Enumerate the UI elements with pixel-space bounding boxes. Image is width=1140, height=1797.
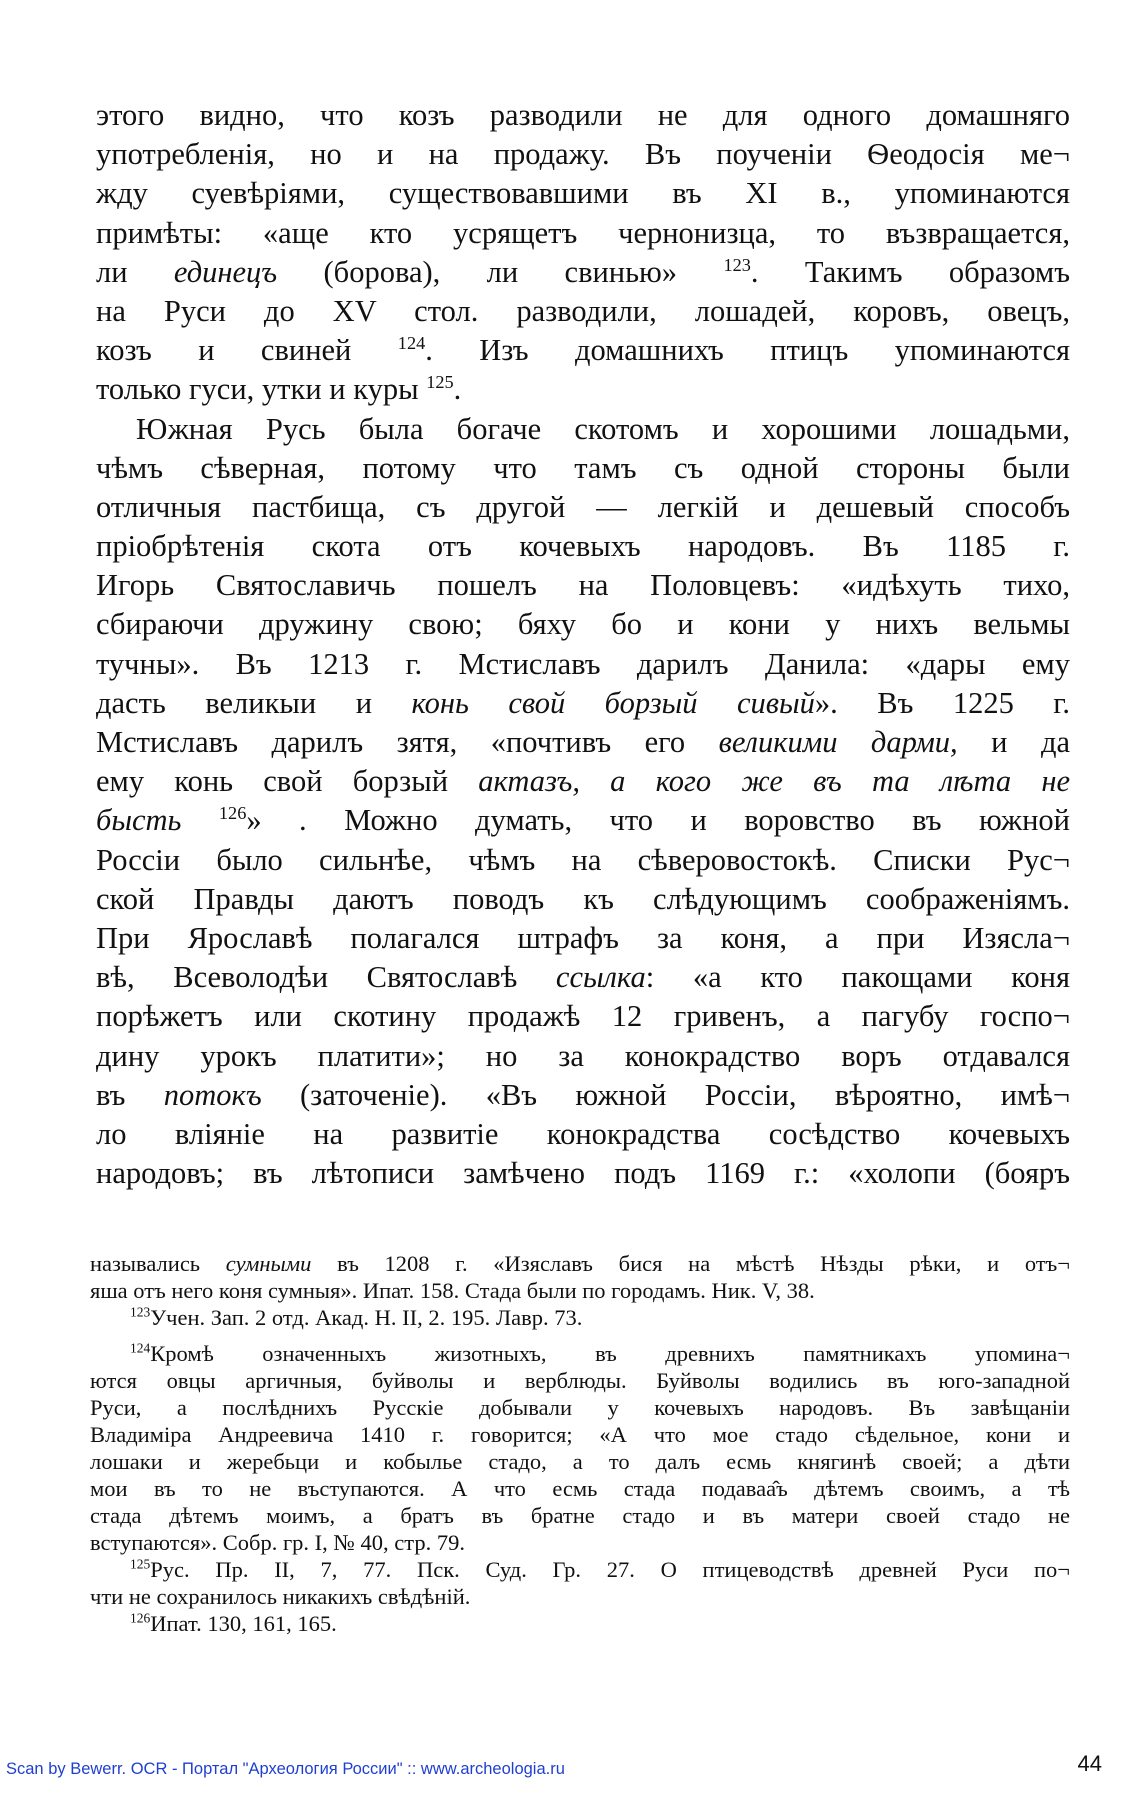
text-line: ской Правды даютъ поводъ къ слѣдующимъ соображеніямъ. (96, 881, 1070, 916)
footnote-number: 126 (130, 1610, 151, 1626)
footnote-line: чти не сохранилось никакихъ свѣдѣній. (90, 1584, 471, 1609)
text-line: дасть великыи и конь свой борзый сивый». Въ 1225 г. (96, 685, 1071, 720)
text-line: сбираючи дружину свою; бяху бо и кони у нихъ вельмы (96, 607, 1070, 642)
text-line: Мстиславъ дарилъ зятя, «почтивъ его великими дарми, и да (96, 725, 1071, 759)
page-number: 44 (1077, 1751, 1102, 1776)
paragraph-start: Южная Русь была богаче скотомъ и хорошими лошадьми, (136, 411, 1070, 446)
text-line: примѣты: «аще кто усрящетъ чернонизца, то възвращается, (96, 215, 1070, 250)
footnote-ref-123: 123 (723, 254, 751, 275)
footnote-ref-124: 124 (397, 332, 426, 353)
text-line: чѣмъ сѣверная, потому что тамъ съ одной стороны были (96, 450, 1070, 485)
text-line: Россіи было сильнѣе, чѣмъ на сѣверовостокѣ. Списки Рус¬ (96, 842, 1070, 877)
text-line: жду суевѣріями, существовавшими въ XI в., упоминаются (96, 176, 1070, 211)
text-line: на Руси до XV стол. разводили, лошадей, коровъ, овецъ, (96, 293, 1070, 328)
footnote-124: $^{124}$Кромѣ означенныхъ жизотныхъ, въ древнихъ памятникахъ упомина¬ (130, 1340, 1070, 1366)
italic-quote: бысть (96, 803, 182, 838)
footnote-number: 123 (130, 1304, 151, 1320)
text-line: этого видно, что козъ разводили не для одного домашняго (96, 98, 1070, 132)
italic-quote: конь свой борзый сивый (411, 685, 815, 720)
footnote-ref-126: 126 (218, 803, 247, 824)
footnote-126: $^{126}$Ипат. 130, 161, 165. (130, 1610, 337, 1636)
footnote-line: вступаются». Собр. гр. I, № 40, стр. 79. (90, 1530, 465, 1555)
italic-term: сумными (225, 1251, 312, 1276)
footnote-number: 125 (130, 1556, 151, 1572)
footnote-125: $^{125}$Рус. Пр. II, 7, 77. Пск. Суд. Гр. 27. О птицеводствѣ древней Руси по¬ (130, 1556, 1070, 1582)
text-line: козъ и свиней $^{124}$. Изъ домашнихъ птицъ упоминаются (96, 332, 1071, 368)
footnotes (90, 1250, 1070, 1637)
footnote-line: Руси, а послѣднихъ Русскіе добывали у кочевыхъ народовъ. Въ завѣщаніи (90, 1395, 1070, 1420)
text-line: пріобрѣтенія скота отъ кочевыхъ народовъ. Въ 1185 г. (96, 529, 1070, 564)
text-line: бысть $^{126}$» . Можно думать, что и воровство въ южной (96, 803, 1071, 838)
footnote-line: мои въ то не въступаются. А что есмь стада подаваа̂ъ дѣтемъ своимъ, а тѣ (90, 1476, 1070, 1501)
italic-quote: актазъ, а кого же въ та лѣта не (478, 764, 1070, 799)
italic-quote: великими дарми, (718, 725, 958, 759)
text-line: дину урокъ платити»; но за конокрадство воръ отдавался (96, 1038, 1070, 1073)
footnote-line: лошаки и жеребьци и кобылье стадо, а то далъ есмь княгинѣ своей; а дѣти (90, 1449, 1070, 1474)
text-line: народовъ; въ лѣтописи замѣчено подъ 1169 г.: «холопи (бояръ (96, 1156, 1070, 1191)
italic-term: потокъ (163, 1077, 262, 1112)
footnote-number: 124 (130, 1340, 151, 1356)
footnote-123: $^{123}$Учен. Зап. 2 отд. Акад. Н. II, 2. 195. Лавр. 73. (130, 1304, 583, 1330)
text-line: ли единецъ (борова), ли свинью» $^{123}$. Такимъ образомъ (96, 254, 1071, 289)
main-text (96, 96, 1070, 1193)
italic-term: ссылка (555, 960, 646, 995)
text-line: отличныя пастбища, съ другой — легкій и дешевый способъ (96, 489, 1070, 524)
footnote-line: стада дѣтемъ моимъ, а братъ въ братне стадо и въ матери своей стадо не (90, 1503, 1070, 1528)
text-line: въ потокъ (заточеніе). «Въ южной Россіи, вѣроятно, имѣ¬ (96, 1077, 1070, 1112)
text-line: ло вліяніе на развитіе конокрадства сосѣдство кочевыхъ (96, 1116, 1070, 1151)
text-line: порѣжетъ или скотину продажѣ 12 гривенъ, а пагубу госпо¬ (96, 999, 1070, 1034)
text-line: только гуси, утки и куры $^{125}$. (96, 372, 462, 407)
text-line: Игорь Святославичь пошелъ на Половцевъ: «идѣхуть тихо, (96, 568, 1070, 603)
footnote-line: ются овцы аргичныя, буйволы и верблюды. Буйволы водились въ юго-западной (90, 1368, 1070, 1393)
footnote-line: Владиміра Андреевича 1410 г. говорится; «А что мое стадо сѣдельное, кони и (90, 1422, 1070, 1447)
text-line: При Ярославѣ полагался штрафъ за коня, а при Изясла¬ (96, 920, 1070, 955)
footnote-ref-125: 125 (426, 372, 454, 393)
text-line: ему конь свой борзый актазъ, а кого же въ та лѣта не (96, 764, 1070, 799)
scan-credit-link[interactable]: Scan by Bewerr. OCR - Портал "Археология России" :: www.archeologia.ru (6, 1760, 565, 1778)
text-line: вѣ, Всеволодѣи Святославѣ ссылка: «а кто пакощами коня (96, 960, 1071, 995)
text-line: тучны». Въ 1213 г. Мстиславъ дарилъ Данила: «дары ему (96, 646, 1070, 681)
footnote-line: яша отъ него коня сумныя». Ипат. 158. Стада были по городамъ. Ник. V, 38. (90, 1278, 815, 1303)
footnote-line: назывались сумными въ 1208 г. «Изяславъ бися на мѣстѣ Нѣзды рѣки, и отъ¬ (90, 1251, 1070, 1276)
italic-term: единецъ (173, 254, 278, 289)
text-line: употребленія, но и на продажу. Въ поученіи Ѳеодосія ме¬ (96, 137, 1070, 172)
